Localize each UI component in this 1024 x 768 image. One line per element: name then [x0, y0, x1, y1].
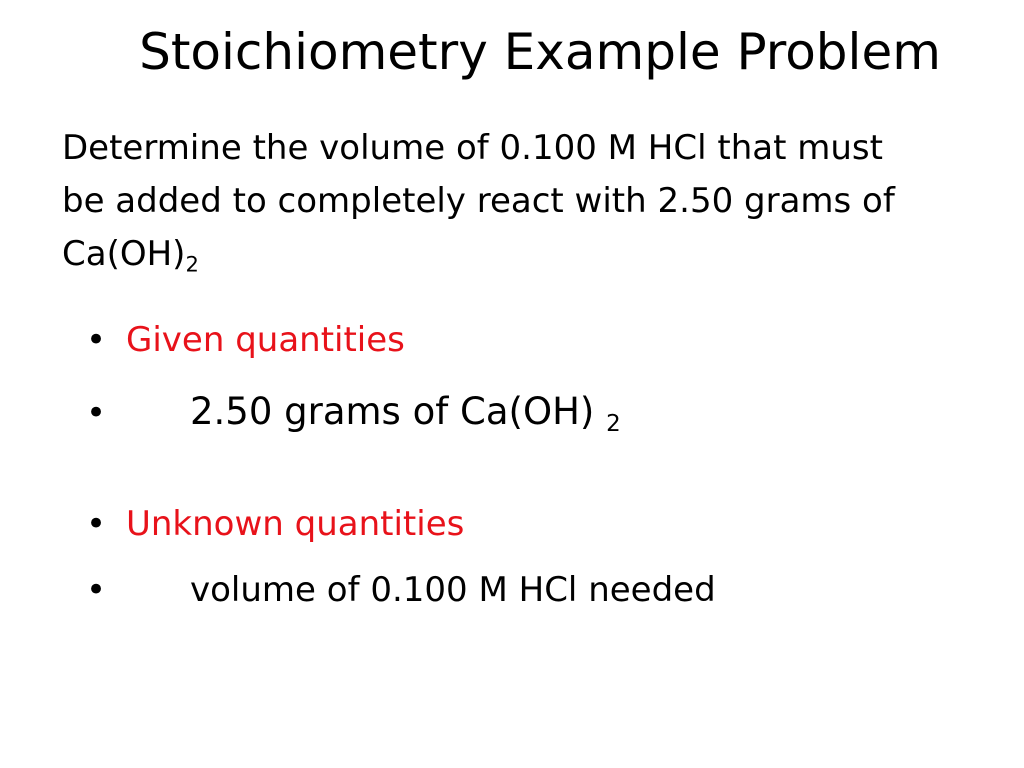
unknown-value-text: volume of 0.100 M HCl needed	[190, 570, 716, 610]
problem-line-1: Determine the volume of 0.100 M HCl that must	[62, 128, 883, 168]
bullet-label-unknown: Unknown quantities	[126, 504, 465, 544]
formula-subscript: 2	[185, 251, 199, 277]
slide-title: Stoichiometry Example Problem	[139, 23, 941, 81]
bullet-unknown-quantities	[86, 502, 464, 546]
bullet-given-value	[86, 390, 621, 435]
bullet-unknown-value	[86, 568, 716, 612]
bullet-marker: •	[86, 393, 107, 433]
bullet-marker: •	[86, 570, 107, 610]
formula-main: Ca(OH)	[62, 234, 186, 274]
bullet-given-quantities	[86, 318, 405, 362]
bullet-marker: •	[86, 320, 107, 360]
problem-line-3	[62, 228, 972, 281]
given-value-subscript: 2	[606, 410, 621, 437]
problem-statement	[62, 122, 972, 281]
given-value-main: 2.50 grams of Ca(OH)	[190, 390, 607, 433]
problem-line-2: be added to completely react with 2.50 grams of	[62, 181, 895, 221]
given-value-text	[190, 390, 621, 437]
bullet-label-given: Given quantities	[126, 320, 405, 360]
bullet-marker: •	[86, 504, 107, 544]
